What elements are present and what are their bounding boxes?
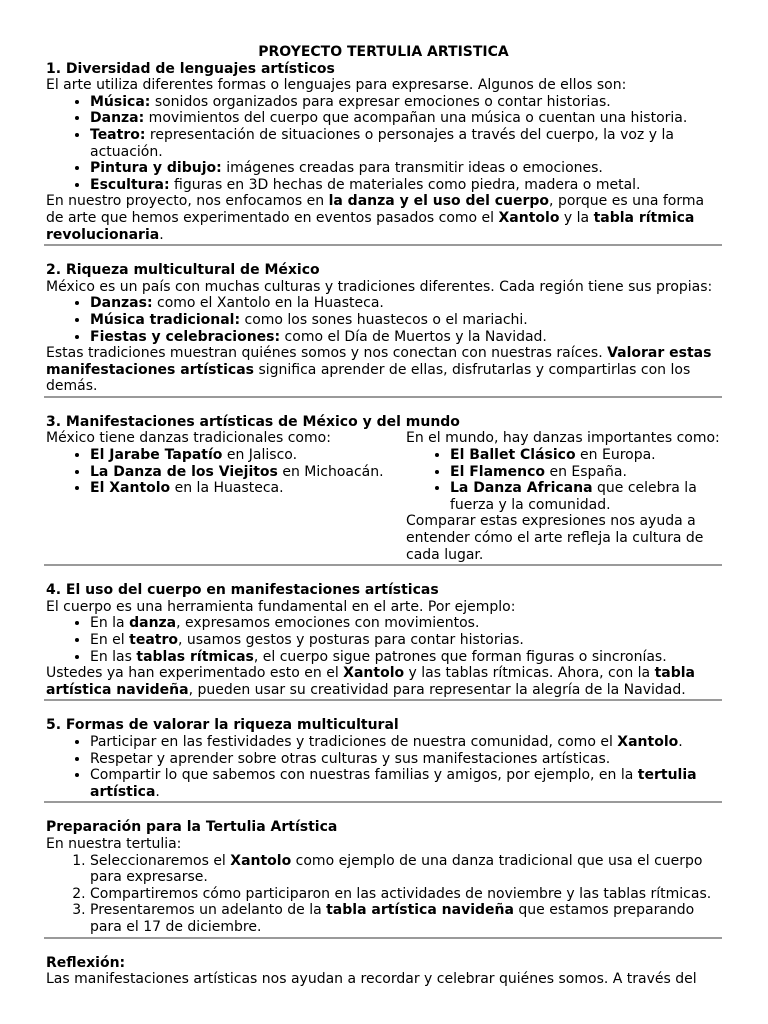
item-term: tablas rítmicas <box>136 648 254 665</box>
list-item <box>90 110 721 127</box>
bullet-list <box>46 295 721 345</box>
section-paragraph <box>46 193 721 243</box>
section-heading: Reflexión: <box>46 954 126 971</box>
item-text: , el cuerpo sigue patrones que forman figuras o sincronías. <box>253 648 667 665</box>
item-text: en Europa. <box>575 447 656 464</box>
bullet-list <box>46 447 406 497</box>
section-divider <box>44 801 722 803</box>
paragraph-bold: tabla artística navideña <box>46 665 695 698</box>
item-term: Danzas: <box>90 295 153 312</box>
item-text: sonidos organizados para expresar emociones o contar historias. <box>150 93 611 110</box>
bullet-list <box>46 94 721 194</box>
list-item <box>90 312 721 329</box>
item-term: Teatro: <box>90 126 146 143</box>
section-intro: El cuerpo es una herramienta fundamental en el arte. Por ejemplo: <box>46 598 516 615</box>
column-mexico <box>46 430 406 563</box>
list-item <box>90 751 721 768</box>
item-text: Participar en las festividades y tradiciones de nuestra comunidad, como el <box>90 733 618 750</box>
item-text: . <box>678 733 683 750</box>
item-text: En las <box>90 648 137 665</box>
list-item <box>90 295 721 312</box>
item-text: como los sones huastecos o el mariachi. <box>240 311 528 328</box>
item-text: Compartiremos cómo participaron en las actividades de noviembre y las tablas rítmicas. <box>90 885 712 902</box>
column-mundo <box>406 430 722 563</box>
list-item <box>90 464 406 481</box>
section-divider <box>44 244 722 246</box>
item-text: representación de situaciones o personajes a través del cuerpo, la voz y la actuación. <box>90 126 674 160</box>
item-term: danza <box>129 615 177 632</box>
section-paragraph <box>46 345 721 395</box>
item-text: Respetar y aprender sobre otras culturas y sus manifestaciones artísticas. <box>90 750 611 767</box>
paragraph-text: significa aprender de ellas, disfrutarlas y compartirlas con los demás. <box>46 361 691 395</box>
section-divider <box>44 396 722 398</box>
list-item <box>90 632 721 649</box>
paragraph-bold: Valorar estas manifestaciones artísticas <box>46 345 712 378</box>
paragraph-text: y la <box>559 209 594 226</box>
section-intro: En nuestra tertulia: <box>46 835 182 852</box>
list-item <box>90 160 721 177</box>
item-term: teatro <box>129 632 178 648</box>
list-item <box>90 480 406 497</box>
list-item <box>90 853 721 886</box>
item-text: en Michoacán. <box>277 463 384 480</box>
item-text: movimientos del cuerpo que acompañan una música o cuentan una historia. <box>144 110 688 127</box>
paragraph-text: Ustedes ya han experimentado esto en el <box>46 665 344 682</box>
item-text: en la Huasteca. <box>170 480 284 497</box>
item-term: tertulia artística <box>90 767 697 800</box>
bullet-list <box>46 615 721 665</box>
section-paragraph: Las manifestaciones artísticas nos ayudan a recordar y celebrar quiénes somos. A través del <box>46 971 697 988</box>
list-item <box>90 615 721 632</box>
item-text: En el <box>90 632 130 648</box>
paragraph-text: . <box>159 226 164 243</box>
item-text: , expresamos emociones con movimientos. <box>176 615 480 632</box>
item-text: como el Xantolo en la Huasteca. <box>152 295 384 312</box>
item-term: Pintura y dibujo: <box>90 160 222 177</box>
item-text: que celebra la fuerza y la comunidad. <box>450 480 697 513</box>
item-text: como el Día de Muertos y la Navidad. <box>280 328 547 345</box>
document-title: PROYECTO TERTULIA ARTISTICA <box>258 44 509 60</box>
numbered-list <box>46 853 721 936</box>
section-riqueza <box>46 262 721 395</box>
section-uso-cuerpo <box>46 582 721 698</box>
section-manifestaciones <box>46 414 721 563</box>
paragraph-bold: Xantolo <box>498 209 560 226</box>
item-text: como ejemplo de una danza tradicional que usa el cuerpo para expresarse. <box>90 852 703 886</box>
item-term: Danza: <box>90 110 145 127</box>
section-heading: 5. Formas de valorar la riqueza multicultural <box>46 717 399 734</box>
paragraph-bold: la danza y el uso del cuerpo <box>328 193 550 210</box>
section-divider <box>44 564 722 566</box>
list-item <box>90 94 721 111</box>
item-term: tabla artística navideña <box>326 902 514 919</box>
paragraph-text: , porque es una forma de arte que hemos experimentado en eventos pasados como el <box>46 193 705 226</box>
two-column-layout <box>46 430 722 563</box>
column-intro: México tiene danzas tradicionales como: <box>46 430 331 447</box>
column-paragraph: Comparar estas expresiones nos ayuda a entender cómo el arte refleja la cultura de cada lugar. <box>406 513 704 563</box>
section-diversidad <box>46 61 721 244</box>
item-term: Música: <box>90 93 151 110</box>
item-term: Fiestas y celebraciones: <box>90 328 281 345</box>
list-item <box>450 447 722 464</box>
item-text: en España. <box>545 463 627 480</box>
list-item <box>450 464 722 481</box>
paragraph-text: En nuestro proyecto, nos enfocamos en <box>46 193 329 210</box>
section-heading: 3. Manifestaciones artísticas de México y del mundo <box>46 413 460 430</box>
paragraph-text: Estas tradiciones muestran quiénes somos y nos conectan con nuestras raíces. <box>46 345 608 362</box>
section-heading: Preparación para la Tertulia Artística <box>46 819 338 836</box>
paragraph-bold: tabla rítmica revolucionaria <box>46 209 695 243</box>
section-reflexion <box>46 955 721 988</box>
section-heading: 1. Diversidad de lenguajes artísticos <box>46 60 335 77</box>
item-text: imágenes creadas para transmitir ideas o emociones. <box>221 160 603 177</box>
list-item <box>90 649 721 666</box>
list-item <box>90 127 721 160</box>
section-heading: 4. El uso del cuerpo en manifestaciones artísticas <box>46 582 439 599</box>
paragraph-text: y las tablas rítmicas. Ahora, con la <box>404 665 655 682</box>
item-text: En la <box>90 615 130 632</box>
section-paragraph <box>46 665 721 698</box>
list-item <box>90 886 721 903</box>
paragraph-bold: Xantolo <box>343 665 405 682</box>
item-text: Compartir lo que sabemos con nuestras familias y amigos, por ejemplo, en la <box>90 767 638 784</box>
item-term: El Jarabe Tapatío <box>90 447 223 464</box>
item-text: , usamos gestos y posturas para contar historias. <box>177 632 524 648</box>
item-term: La Danza Africana <box>450 480 593 497</box>
item-term: Escultura: <box>90 176 170 193</box>
section-heading: 2. Riqueza multicultural de México <box>46 262 320 279</box>
item-term: La Danza de los Viejitos <box>90 463 278 480</box>
item-term: El Ballet Clásico <box>450 447 576 464</box>
list-item <box>90 329 721 346</box>
section-intro: México es un país con muchas culturas y tradiciones diferentes. Cada región tiene sus propias: <box>46 278 713 295</box>
column-intro: En el mundo, hay danzas importantes como: <box>406 430 720 447</box>
paragraph-text: , pueden usar su creatividad para representar la alegría de la Navidad. <box>188 681 686 698</box>
list-item <box>90 177 721 194</box>
item-text: en Jalisco. <box>222 447 298 464</box>
section-preparacion <box>46 819 721 935</box>
item-term: El Flamenco <box>450 463 546 480</box>
list-item <box>450 480 722 513</box>
bullet-list <box>46 734 721 800</box>
item-term: El Xantolo <box>90 480 171 497</box>
item-text: figuras en 3D hechas de materiales como piedra, madera o metal. <box>169 176 641 193</box>
bullet-list <box>406 447 722 513</box>
item-text: . <box>155 783 160 800</box>
item-text: Seleccionaremos el <box>90 852 231 869</box>
list-item <box>90 767 721 800</box>
section-intro: El arte utiliza diferentes formas o lenguajes para expresarse. Algunos de ellos son: <box>46 77 627 94</box>
item-term: Música tradicional: <box>90 311 241 328</box>
item-text: Presentaremos un adelanto de la <box>90 902 327 919</box>
item-term: Xantolo <box>230 852 292 869</box>
item-text: que estamos preparando para el 17 de diciembre. <box>90 902 695 935</box>
section-formas-valorar <box>46 717 721 800</box>
section-divider <box>44 937 722 939</box>
section-divider <box>44 699 722 701</box>
item-term: Xantolo <box>617 733 679 750</box>
list-item <box>90 447 406 464</box>
list-item <box>90 902 721 935</box>
list-item <box>90 734 721 751</box>
